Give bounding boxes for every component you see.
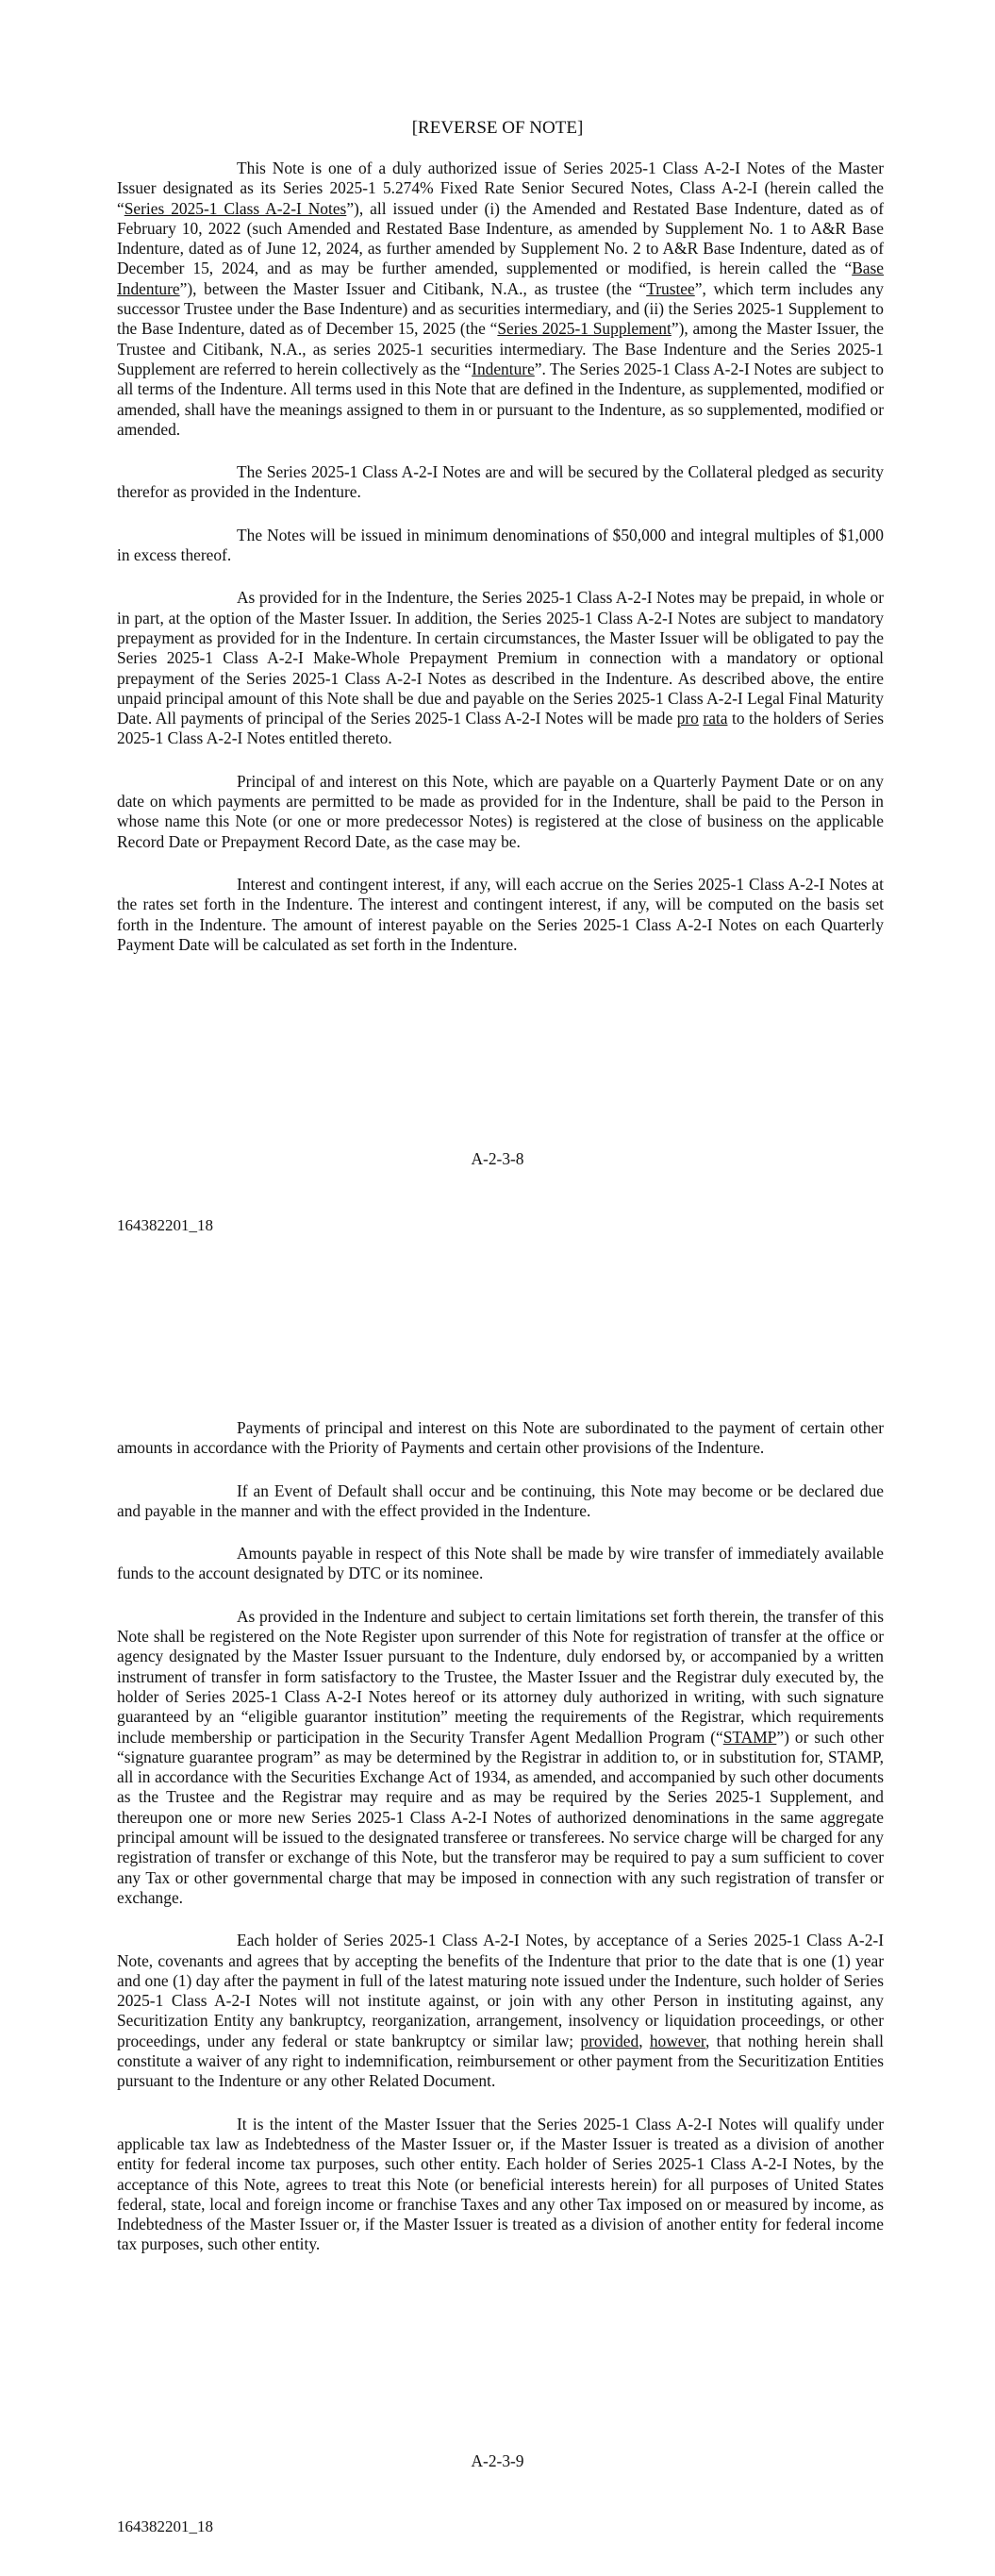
document-page-2 [0, 1288, 995, 2576]
text-run: As provided in the Indenture and subject to certain limitations set forth therein, the transfer of this Note shall be registered on the Note Register upon surrender of this Note for registration of transfer at the office or agency designated by the Master Issuer pursuant to the Indenture, duly endorsed by, or accompanied by a written instrument of transfer in form satisfactory to the Trustee, the Master Issuer and the Registrar duly executed by, the holder of Series 2025-1 Class A-2-I Notes hereof or its attorney duly authorized in writing, with such signature guaranteed by an “eligible guarantor institution” meeting the requirements of the Registrar, which requirements include membership or participation in the Security Transfer Agent Medallion Program (“ [117, 1606, 884, 1747]
body-paragraph [117, 588, 884, 748]
body-paragraph [117, 1607, 884, 1908]
document-id: 164382201_18 [117, 1216, 213, 1234]
defined-term: provided [580, 2031, 639, 2050]
text-run: Amounts payable in respect of this Note shall be made by wire transfer of immediately available funds to the account designated by DTC or its nominee. [117, 1544, 884, 1583]
text-run: Interest and contingent interest, if any, will each accrue on the Series 2025-1 Class A-2-I Notes at the rates set forth in the Indenture. The interest and contingent interest, if any, will be computed on the basis set forth in the Indenture. The amount of interest payable on the Series 2025-1 Class A-2-I Notes on each Quarterly Payment Date will be calculated as set forth in the Indenture. [117, 874, 884, 954]
defined-term: Trustee [646, 278, 695, 298]
defined-term: however [649, 2031, 706, 2050]
defined-term: Series 2025-1 Supplement [497, 319, 672, 339]
text-run: This Note is one of a duly authorized issue of Series 2025-1 Class A-2-I Notes of the Master Issuer designated as its Series 2025-1 5.274% Fixed Rate Senior Secured Notes, Class A-2-I (herein called the “ [117, 159, 884, 218]
text-run: The Series 2025-1 Class A-2-I Notes are and will be secured by the Collateral pledged as security therefor as provided in the Indenture. [117, 462, 884, 502]
body-paragraph [117, 1481, 884, 1522]
text-run: ”), among the Master Issuer, the Trustee and Citibank, N.A., as series 2025-1 securities intermediary. The Base Indenture and the Series 2025-1 Supplement are referred to herein collectively as the “ [117, 319, 884, 378]
defined-term: Series 2025-1 Class A-2-I Notes [124, 198, 347, 218]
text-run: ”) or such other “signature guarantee program” as may be determined by the Registrar in addition to, or in substitution for, STAMP, all in accordance with the Securities Exchange Act of 1934, as amended, and accompanied by such other documents as the Trustee and the Registrar may require and as may be required by the Series 2025-1 Supplement, and thereupon one or more new Series 2025-1 Class A-2-I Notes of authorized denominations in the same aggregate principal amount will be issued to the designated transferee or transferees. No service charge will be charged for any registration of transfer or exchange of this Note, but the transferor may be required to pay a sum sufficient to cover any Tax or other governmental charge that may be imposed in connection with any such registration of transfer or exchange. [117, 1727, 884, 1907]
body-paragraph [117, 159, 884, 440]
text-run: As provided for in the Indenture, the Series 2025-1 Class A-2-I Notes may be prepaid, in whole or in part, at the option of the Master Issuer. In addition, the Series 2025-1 Class A-2-I Notes are subject to mandatory prepayment as provided for in the Indenture. In certain circumstances, the Master Issuer will be obligated to pay the Series 2025-1 Class A-2-I Make-Whole Prepayment Premium in connection with a mandatory or optional prepayment of the Series 2025-1 Class A-2-I Notes as described in the Indenture. As described above, the entire unpaid principal amount of this Note shall be due and payable on the Series 2025-1 Class A-2-I Legal Final Maturity Date. All payments of principal of the Series 2025-1 Class A-2-I Notes will be made [117, 588, 884, 728]
defined-term: rata [703, 709, 728, 728]
body-paragraph [117, 875, 884, 955]
text-run: Each holder of Series 2025-1 Class A-2-I Notes, by acceptance of a Series 2025-1 Class A-2-I Note, covenants and agrees that by accepting the benefits of the Indenture that prior to the date that is one (1) year and one (1) day after the payment in full of the latest maturing note issued under the Indenture, such holder of Series 2025-1 Class A-2-I Notes will not institute against, or join with any other Person in instituting against, any Securitization Entity any bankruptcy, reorganization, arrangement, insolvency or liquidation proceedings, or other proceedings, under any federal or state bankruptcy or similar law; [117, 1931, 884, 2050]
text-run: , that nothing herein shall constitute a waiver of any right to indemnification, reimbursement or other payment from the Securitization Entities pursuant to the Indenture or any other Related Document. [117, 2031, 884, 2091]
page-body [117, 159, 884, 978]
text-run: Payments of principal and interest on this Note are subordinated to the payment of certain other amounts in accordance with the Priority of Payments and certain other provisions of the Indenture. [117, 1418, 884, 1458]
page-body [117, 1418, 884, 2278]
body-paragraph [117, 1418, 884, 1459]
text-run: Principal of and interest on this Note, which are payable on a Quarterly Payment Date or on any date on which payments are permitted to be made as provided for in the Indenture, shall be paid to the Person in whose name this Note (or one or more predecessor Notes) is registered at the close of business on the applicable Record Date or Prepayment Record Date, as the case may be. [117, 771, 884, 851]
defined-term: pro [676, 709, 699, 728]
text-run: ”), all issued under (i) the Amended and Restated Base Indenture, dated as of February 10, 2022 (such Amended and Restated Base Indenture, as amended by Supplement No. 1 to A&R Base Indenture, dated as of June 12, 2024, as further amended by Supplement No. 2 to A&R Base Indenture, dated as of December 15, 2024, and as may be further amended, supplemented or modified, is herein called the “ [117, 198, 884, 278]
text-run: ”. The Series 2025-1 Class A-2-I Notes are subject to all terms of the Indenture. All terms used in this Note that are defined in the Indenture, as supplemented, modified or amended, shall have the meanings assigned to them in or pursuant to the Indenture, as so supplemented, modified or amended. [117, 359, 884, 439]
text-run: , [638, 2031, 650, 2050]
page-number: A-2-3-8 [471, 1149, 524, 1168]
body-paragraph [117, 526, 884, 566]
body-paragraph [117, 1931, 884, 2091]
text-run: to the holders of Series 2025-1 Class A-2-I Notes entitled thereto. [117, 709, 885, 748]
text-run: ”), between the Master Issuer and Citibank, N.A., as trustee (the “ [179, 278, 647, 298]
text-run: It is the intent of the Master Issuer that the Series 2025-1 Class A-2-I Notes will qualify under applicable tax law as Indebtedness of the Master Issuer or, if the Master Issuer is treated as a division of another entity for federal income tax purposes, such other entity. Each holder of Series 2025-1 Class A-2-I Notes, by the acceptance of this Note, agrees to treat this Note (or beneficial interests herein) for all purposes of United States federal, state, local and foreign income or franchise Taxes and any other Tax imposed on or measured by income, as Indebtedness of the Master Issuer or, if the Master Issuer is treated as a division of another entity for federal income tax purposes, such other entity. [117, 2114, 884, 2254]
defined-term: Indenture [472, 359, 535, 378]
defined-term: Base Indenture [117, 259, 884, 298]
body-paragraph [117, 772, 884, 852]
body-paragraph [117, 462, 884, 503]
defined-term: STAMP [722, 1727, 777, 1747]
text-run: The Notes will be issued in minimum denominations of $50,000 and integral multiples of $1,000 in excess thereof. [117, 525, 884, 565]
body-paragraph [117, 2115, 884, 2255]
page-heading: [REVERSE OF NOTE] [411, 118, 584, 138]
text-run: ”, which term includes any successor Trustee under the Base Indenture) and as securities intermediary, and (ii) the Series 2025-1 Supplement to the Base Indenture, dated as of December 15, 2025 (the “ [117, 278, 885, 339]
page-number: A-2-3-9 [471, 2451, 524, 2470]
body-paragraph [117, 1544, 884, 1584]
text-run: If an Event of Default shall occur and be continuing, this Note may become or be declared due and payable in the manner and with the effect provided in the Indenture. [117, 1480, 884, 1520]
document-id: 164382201_18 [117, 2517, 213, 2535]
